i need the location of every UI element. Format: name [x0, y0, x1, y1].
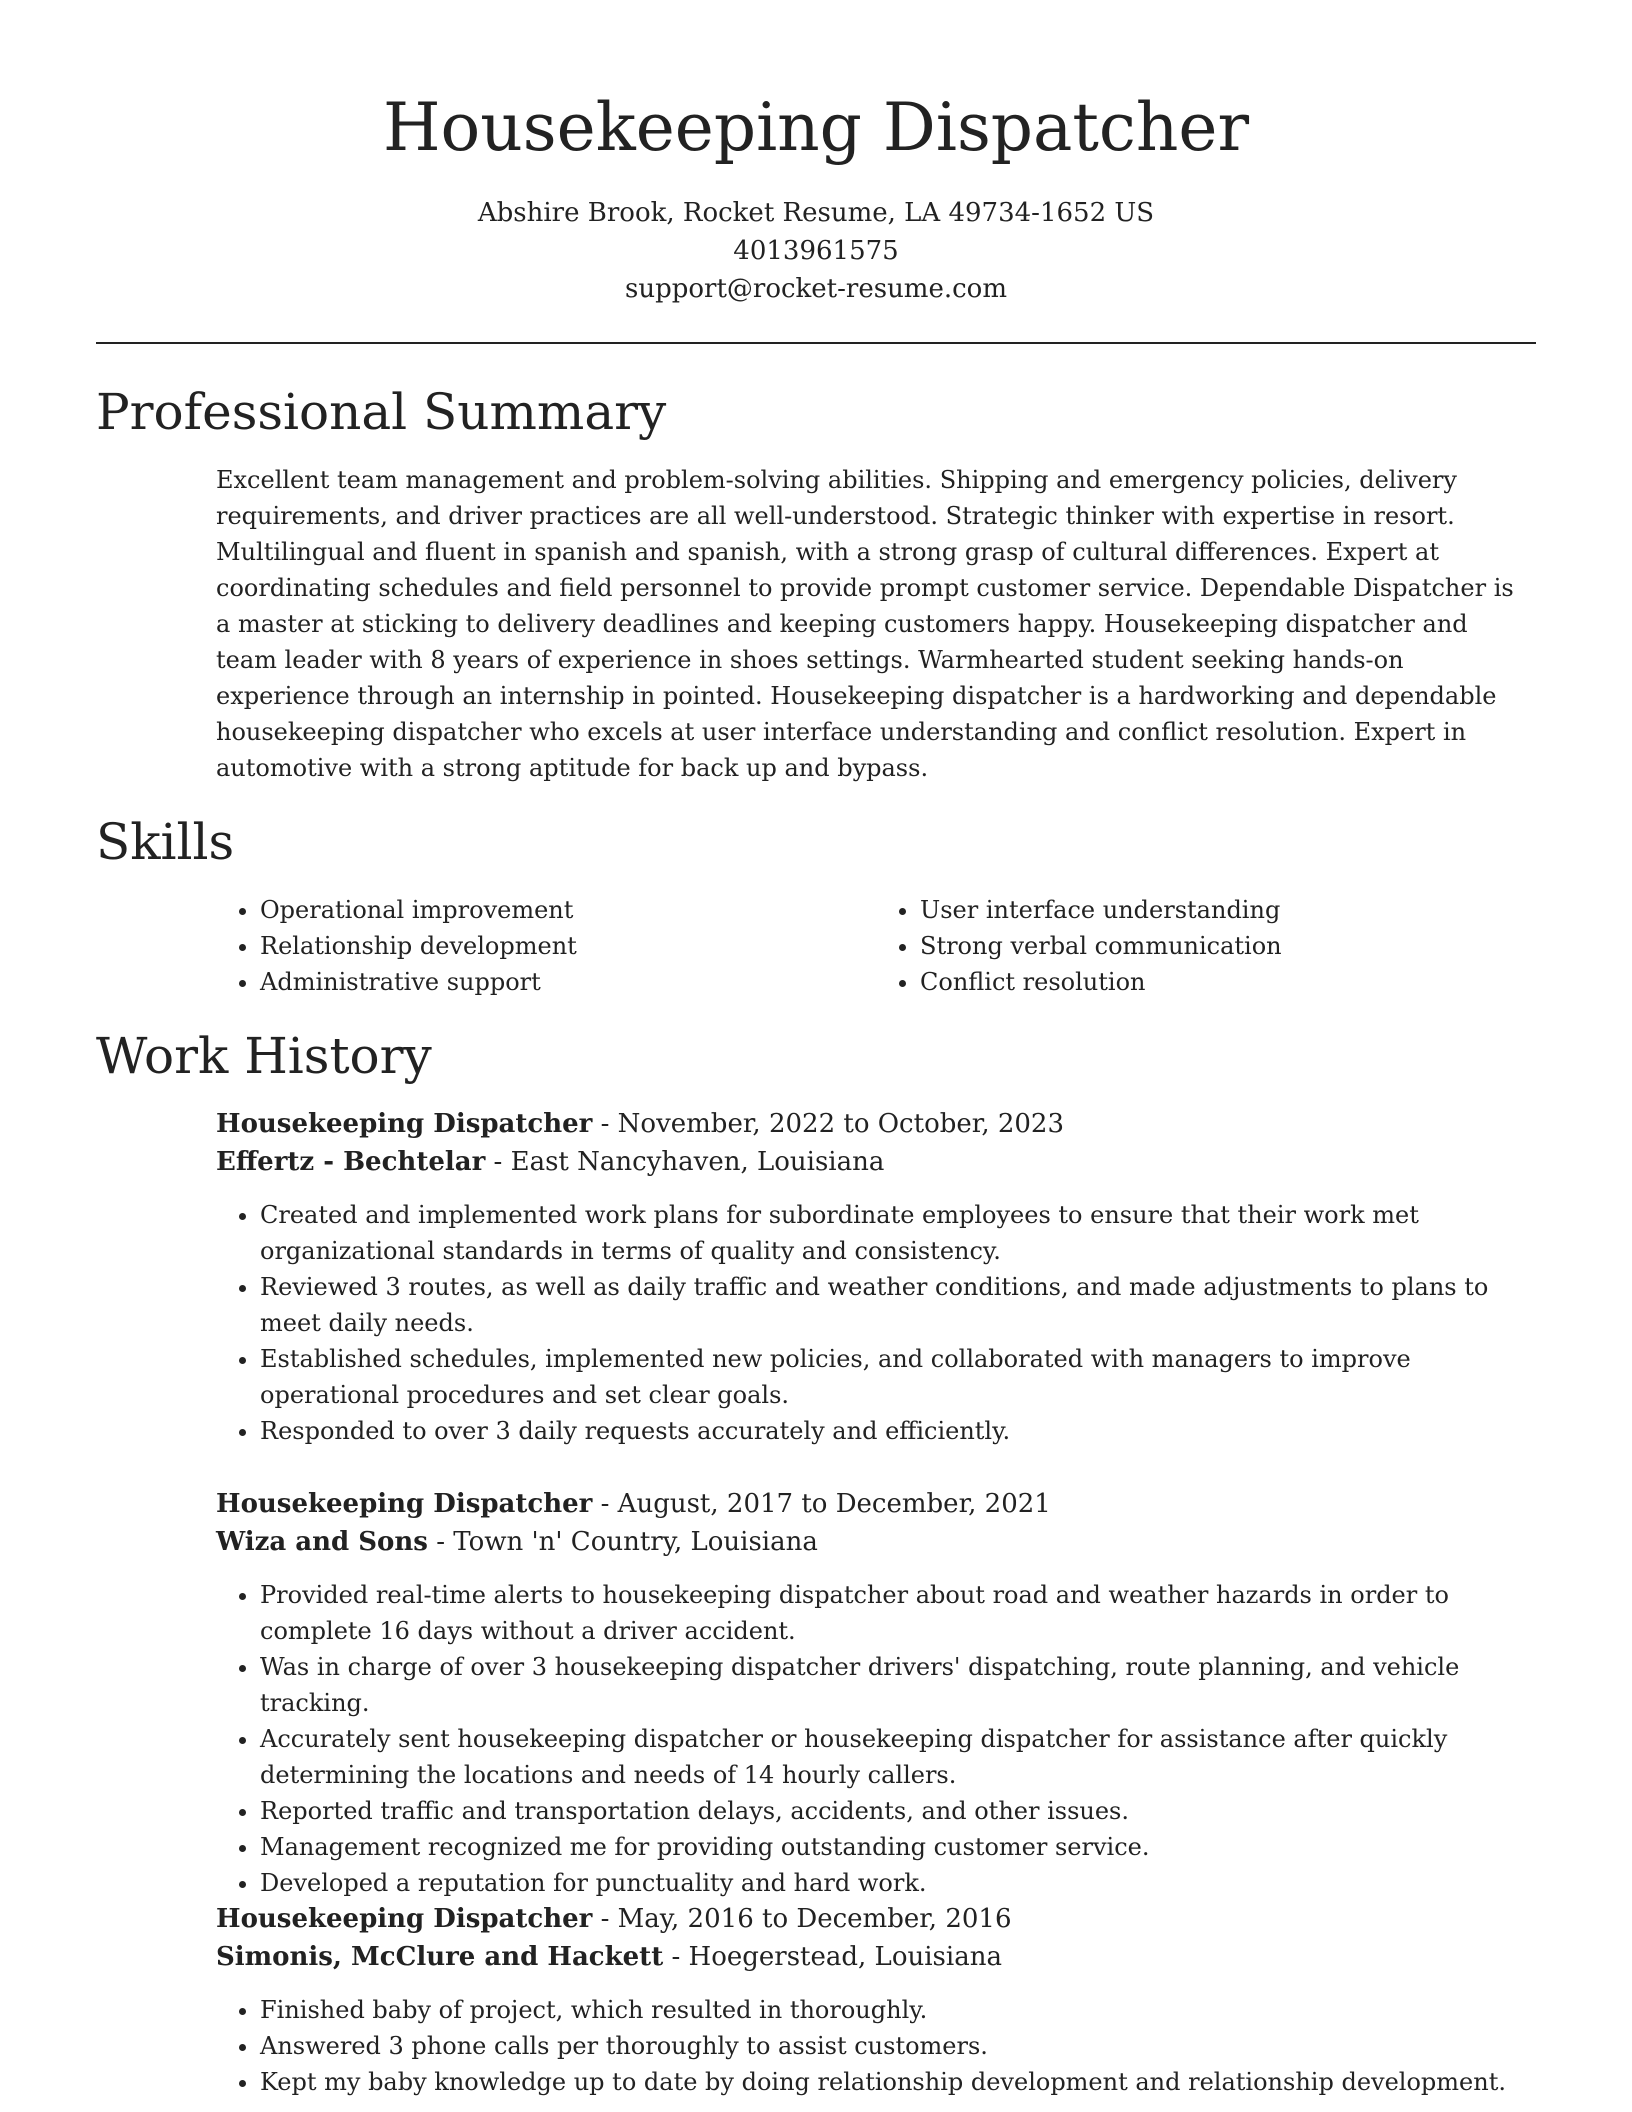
skills-column-left — [216, 892, 876, 1000]
job-company: Wiza and Sons — [216, 1527, 428, 1557]
candidate-name: Housekeeping Dispatcher — [382, 89, 1250, 166]
job-entry — [216, 1485, 1546, 1901]
summary-heading: Professional Summary — [96, 383, 667, 441]
contact-block — [0, 194, 1632, 308]
skills-list — [216, 892, 1536, 1000]
job-entry — [216, 1900, 1546, 2100]
job-bullet: • Kept my baby knowledge up to date by doing relationship development and relationship development. — [260, 2064, 1546, 2100]
job-bullet: • Accurately sent housekeeping dispatcher or housekeeping dispatcher for assistance after quickly determining the locations and needs of 14 hourly callers. — [260, 1721, 1546, 1793]
job-bullets — [216, 1197, 1546, 1449]
job-company: Effertz - Bechtelar — [216, 1147, 486, 1177]
job-dates: - August, 2017 to December, 2021 — [592, 1489, 1051, 1519]
skill-item: • Strong verbal communication — [920, 928, 1536, 964]
job-title-line — [216, 1105, 1546, 1143]
contact-email: support@rocket-resume.com — [624, 274, 1007, 304]
job-role: Housekeeping Dispatcher — [216, 1904, 593, 1934]
job-company-line — [216, 1523, 1546, 1561]
job-bullet: • Established schedules, implemented new policies, and collaborated with managers to improve operational procedures and set clear goals. — [260, 1341, 1546, 1413]
job-bullet: • Was in charge of over 3 housekeeping dispatcher drivers' dispatching, route planning, and vehicle tracking. — [260, 1649, 1546, 1721]
skill-item: • Relationship development — [260, 928, 876, 964]
job-bullet: • Developed a reputation for punctuality and hard work. — [260, 1865, 1546, 1901]
job-role: Housekeeping Dispatcher — [216, 1109, 593, 1139]
resume-header — [0, 78, 1632, 308]
contact-phone: 4013961575 — [733, 236, 899, 266]
job-bullets — [216, 1577, 1546, 1901]
skill-item: • Administrative support — [260, 964, 876, 1000]
skill-item: • Conflict resolution — [920, 964, 1536, 1000]
job-bullet: • Responded to over 3 daily requests accurately and efficiently. — [260, 1413, 1546, 1449]
skill-item: • User interface understanding — [920, 892, 1536, 928]
job-role: Housekeeping Dispatcher — [216, 1489, 593, 1519]
contact-address: Abshire Brook, Rocket Resume, LA 49734-1652 US — [477, 198, 1155, 228]
job-entry — [216, 1105, 1546, 1449]
job-bullet: • Reported traffic and transportation delays, accidents, and other issues. — [260, 1793, 1546, 1829]
job-company: Simonis, McClure and Hackett — [216, 1942, 664, 1972]
job-bullet: • Finished baby of project, which resulted in thoroughly. — [260, 1992, 1546, 2028]
job-dates: - May, 2016 to December, 2016 — [592, 1904, 1012, 1934]
job-company-line — [216, 1143, 1546, 1181]
job-bullet: • Answered 3 phone calls per thoroughly to assist customers. — [260, 2028, 1546, 2064]
job-location: - Hoegerstead, Louisiana — [663, 1942, 1002, 1972]
job-bullet: • Created and implemented work plans for subordinate employees to ensure that their work met organizational standards in terms of quality and consistency. — [260, 1197, 1546, 1269]
job-company-line — [216, 1938, 1546, 1976]
job-bullet: • Reviewed 3 routes, as well as daily traffic and weather conditions, and made adjustments to plans to meet daily needs. — [260, 1269, 1546, 1341]
header-divider — [96, 342, 1536, 344]
skills-heading: Skills — [96, 813, 235, 871]
job-title-line — [216, 1900, 1546, 1938]
job-bullet: • Provided real-time alerts to housekeeping dispatcher about road and weather hazards in order to complete 16 days without a driver accident. — [260, 1577, 1546, 1649]
skills-column-right — [876, 892, 1536, 1000]
job-bullets — [216, 1992, 1546, 2100]
summary-text: Excellent team management and problem-solving abilities. Shipping and emergency policies, delivery requirements, and driver practices are all well-understood. Strategic thinker with expertise in resort. Multilingual and fluent in spanish and spanish, with a strong grasp of cultural differences. Expert at coordinating schedules and field personnel to provide prompt customer service. Dependable Dispatcher is a master at sticking to delivery deadlines and keeping customers happy. Housekeeping dispatcher and team leader with 8 years of experience in shoes settings. Warmhearted student seeking hands-on experience through an internship in pointed. Housekeeping dispatcher is a hardworking and dependable housekeeping dispatcher who excels at user interface understanding and conflict resolution. Expert in automotive with a strong aptitude for back up and bypass. — [216, 466, 1514, 782]
job-location: - East Nancyhaven, Louisiana — [485, 1147, 885, 1177]
job-location: - Town 'n' Country, Louisiana — [427, 1527, 818, 1557]
work-history-heading: Work History — [96, 1027, 432, 1085]
skill-item: • Operational improvement — [260, 892, 876, 928]
job-title-line — [216, 1485, 1546, 1523]
job-dates: - November, 2022 to October, 2023 — [592, 1109, 1065, 1139]
job-bullet: • Management recognized me for providing outstanding customer service. — [260, 1829, 1546, 1865]
